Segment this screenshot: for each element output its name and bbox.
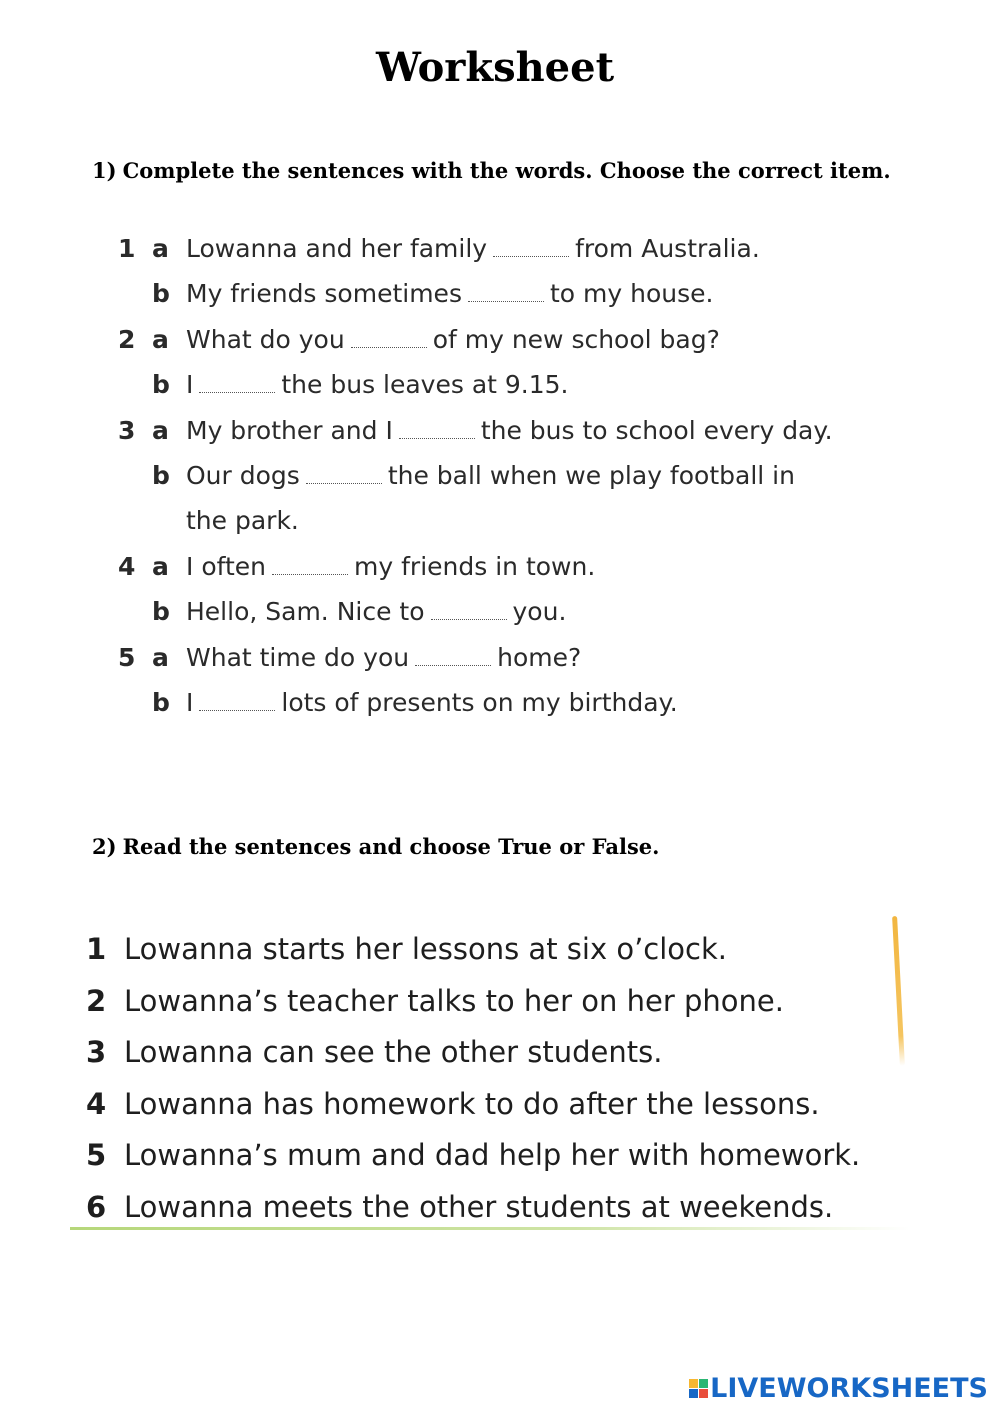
sentence-end: the ball when we play football in the park.	[186, 461, 795, 536]
answer-blank[interactable]	[415, 645, 491, 666]
sentence-start: My brother and I	[186, 415, 393, 445]
item-letter: b	[152, 597, 170, 627]
section-1-number: 1)	[92, 158, 117, 183]
logo-square	[689, 1379, 698, 1388]
item-number: 3	[118, 415, 136, 445]
true-false-item[interactable]	[86, 1027, 860, 1079]
logo-text: LIVEWORKSHEETS	[710, 1373, 988, 1404]
sentence	[186, 317, 838, 362]
answer-blank[interactable]	[468, 281, 544, 302]
sentence	[186, 589, 838, 634]
item-number: 6	[86, 1189, 107, 1224]
sentence	[186, 226, 838, 271]
sentence-start: Hello, Sam. Nice to	[186, 597, 425, 627]
sentence-end: home?	[497, 642, 582, 672]
sentence-end: the bus leaves at 9.15.	[281, 370, 569, 400]
orange-accent-stroke	[892, 916, 905, 1066]
answer-blank[interactable]	[306, 463, 382, 484]
sentence-end: from Australia.	[575, 234, 760, 263]
exercise-2-box	[70, 912, 920, 1230]
item-number: 2	[86, 983, 107, 1018]
sentence-start: My friends sometimes	[186, 279, 462, 309]
logo-square	[699, 1389, 708, 1398]
true-false-item[interactable]	[86, 976, 860, 1028]
sentence	[186, 453, 838, 544]
answer-blank[interactable]	[399, 418, 475, 439]
item-number: 2	[118, 324, 136, 354]
statement: Lowanna has homework to do after the lessons.	[124, 1086, 820, 1121]
item-letter: a	[152, 234, 169, 263]
sentence-start: Our dogs	[186, 461, 300, 491]
sentence-end: you.	[512, 597, 567, 627]
statement: Lowanna starts her lessons at six o’clock.	[124, 932, 727, 966]
item-letter: b	[152, 461, 170, 491]
sentence	[186, 408, 838, 453]
answer-blank[interactable]	[493, 236, 569, 257]
green-divider-line	[70, 1227, 910, 1230]
item-number: 5	[86, 1138, 107, 1172]
item-letter: b	[152, 370, 170, 400]
sentence-start: What do you	[186, 324, 345, 354]
item-number: 4	[86, 1086, 107, 1121]
answer-blank[interactable]	[351, 327, 427, 348]
exercise-1-row	[118, 589, 838, 634]
exercise-1-row	[118, 544, 838, 589]
item-letter: b	[152, 279, 170, 309]
item-number: 1	[86, 932, 107, 966]
sentence	[186, 544, 838, 589]
section-2-number: 2)	[92, 834, 117, 859]
statement: Lowanna can see the other students.	[124, 1035, 663, 1069]
section-2-heading	[92, 834, 659, 859]
section-1-heading	[92, 158, 891, 183]
true-false-item[interactable]	[86, 1130, 860, 1182]
sentence-end: lots of presents on my birthday.	[281, 688, 678, 718]
logo-square	[699, 1379, 708, 1388]
sentence-end: the bus to school every day.	[480, 415, 833, 445]
sentence	[186, 362, 838, 407]
sentence	[186, 271, 838, 316]
section-2-instruction: Read the sentences and choose True or False.	[122, 834, 660, 859]
exercise-1-row	[118, 680, 838, 725]
item-letter: a	[152, 324, 169, 354]
item-letter: a	[152, 551, 169, 581]
sentence-start: Lowanna and her family	[186, 234, 488, 263]
exercise-1-list	[118, 226, 838, 725]
item-number: 3	[86, 1035, 107, 1069]
answer-blank[interactable]	[199, 372, 275, 393]
item-letter: b	[152, 688, 170, 718]
section-1-instruction: Complete the sentences with the words. Choose the correct item.	[122, 158, 891, 183]
sentence-start: What time do you	[186, 642, 410, 672]
statement: Lowanna’s mum and dad help her with homework.	[124, 1138, 861, 1172]
sentence-end: to my house.	[549, 279, 714, 309]
answer-blank[interactable]	[272, 554, 348, 575]
sentence-end: of my new school bag?	[432, 324, 720, 354]
statement: Lowanna meets the other students at weekends.	[124, 1189, 834, 1224]
exercise-1-row	[118, 317, 838, 362]
exercise-1-row	[118, 362, 838, 407]
item-letter: a	[152, 642, 169, 672]
logo-mark-icon	[689, 1379, 708, 1398]
sentence	[186, 680, 838, 725]
item-number: 5	[118, 642, 136, 672]
true-false-item[interactable]	[86, 1182, 860, 1234]
statement: Lowanna’s teacher talks to her on her phone.	[124, 983, 784, 1018]
liveworksheets-logo	[689, 1373, 988, 1404]
exercise-1-row	[118, 635, 838, 680]
sentence-start: I often	[186, 551, 267, 581]
exercise-1-row	[118, 226, 838, 271]
page-title: Worksheet	[375, 44, 615, 91]
item-number: 4	[118, 551, 136, 581]
exercise-1-row	[118, 408, 838, 453]
true-false-item[interactable]	[86, 1079, 860, 1131]
item-number: 1	[118, 234, 136, 263]
sentence-start: I	[186, 370, 194, 400]
logo-square	[689, 1389, 698, 1398]
exercise-2-list	[86, 924, 860, 1233]
sentence-end: my friends in town.	[354, 551, 596, 581]
true-false-item[interactable]	[86, 924, 860, 976]
answer-blank[interactable]	[199, 690, 275, 711]
exercise-1-row	[118, 271, 838, 316]
exercise-1-row	[118, 453, 838, 544]
answer-blank[interactable]	[431, 599, 507, 620]
sentence-start: I	[186, 688, 194, 718]
item-letter: a	[152, 415, 169, 445]
sentence	[186, 635, 838, 680]
